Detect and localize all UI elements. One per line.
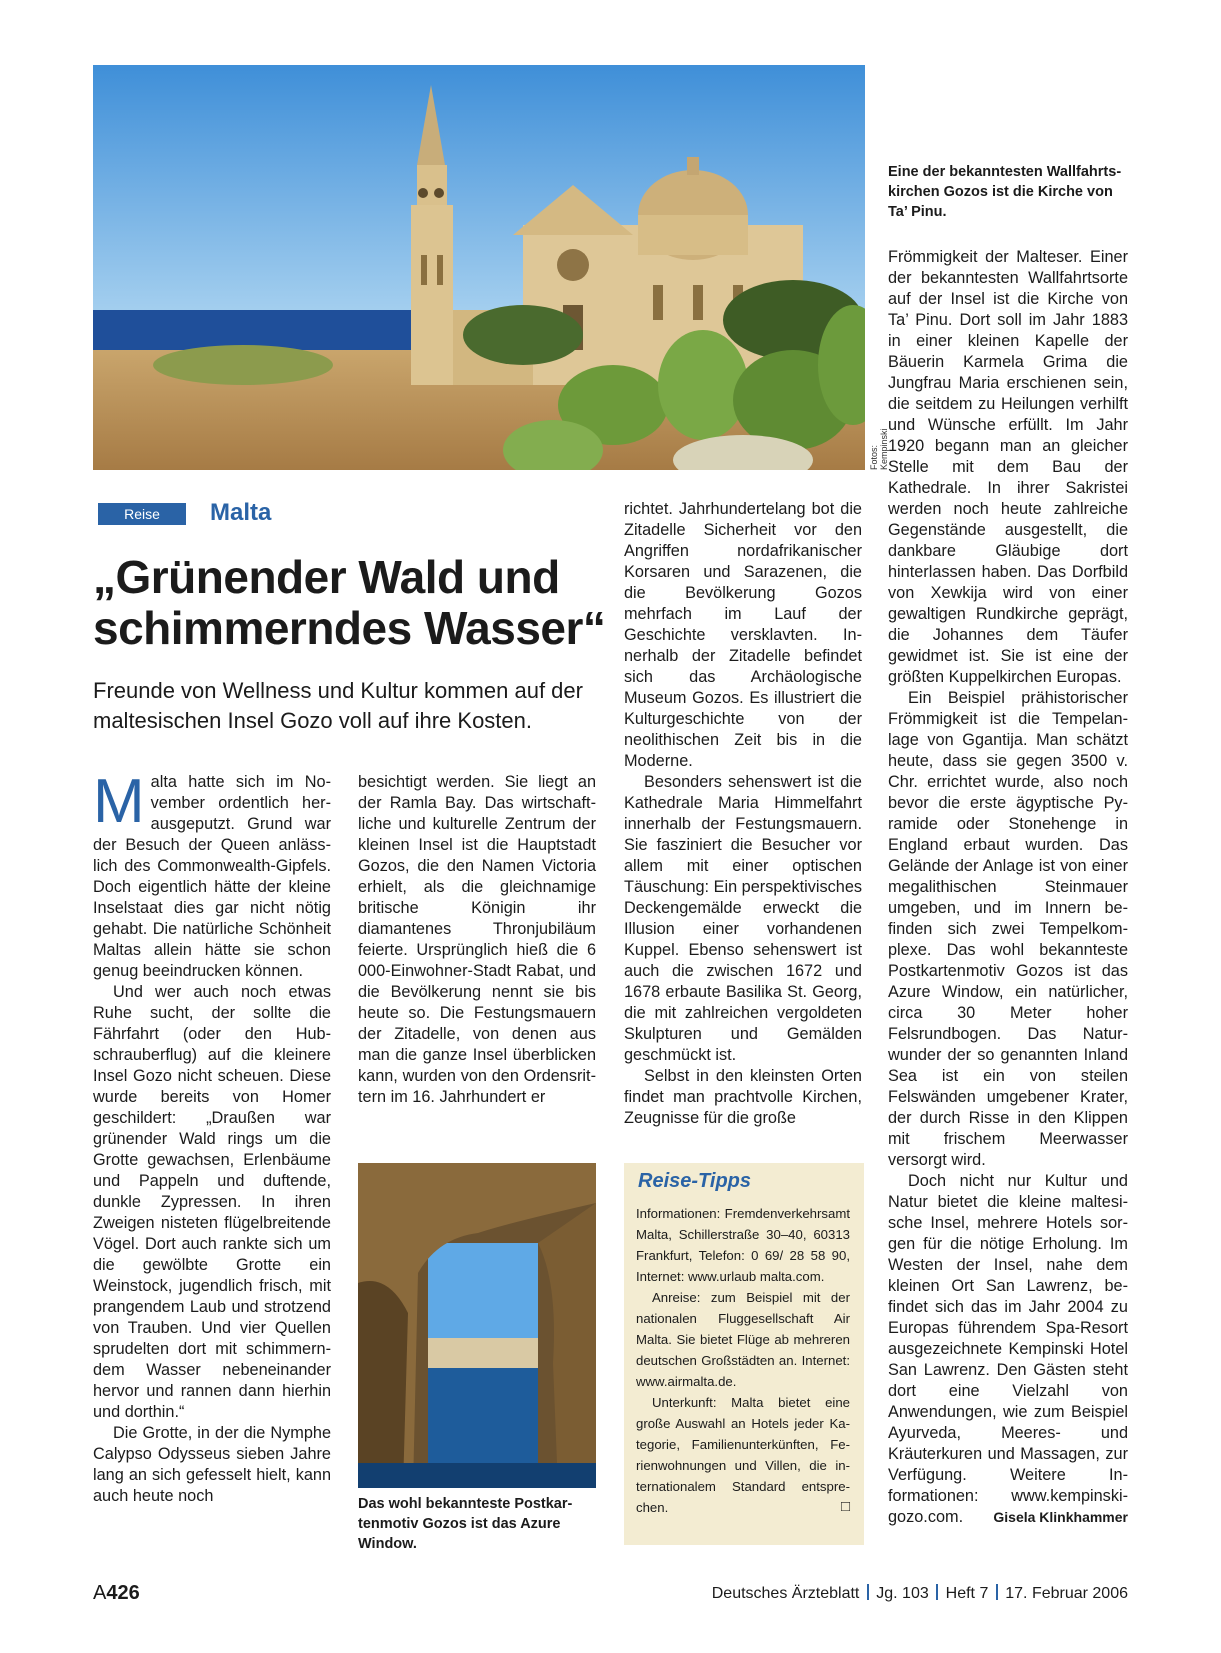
col4-paragraph-2: Ein Beispiel prähistorischer Frömmigkeit ist die Tempelanlage von Ggantija. Man schätzt heute, dass sie gegen 3500 v. Chr. errichtet wurde, also noch bevor die erste ägyptische Pyramide oder Stonehenge in England erbaut wurden. Das Gelände der Anlage ist von einer megalithischen Steinmauer umgeben, und im Innern befinden sich zwei Tempelkomplexe. Das wohl bekannteste Postkartenmotiv Gozos ist das Azure Window, ein natürlicher, circa 30 Meter hoher Felsrundbogen. Das Naturwunder der so genannten Inland Sea ist ein von steilen Felswänden umgebener Krater, der durch Risse in den Klippen mit frischem Meerwasser versorgt wird. <box>888 689 1128 1169</box>
page-number-value: 426 <box>106 1582 140 1604</box>
column-4 <box>888 247 1128 1528</box>
church-photo <box>93 65 865 470</box>
headline: „Grünender Wald und schimmerndes Wasser“ <box>93 551 606 654</box>
tips-arrival: Anreise: zum Beispiel mit der nationalen Fluggesellschaft Air Malta. Sie bietet Flüge ab mehreren deutschen Großstädten an. Internet: www.airmalta.de. <box>636 1290 850 1389</box>
church-illustration <box>93 65 865 470</box>
col1-paragraph-2: Und wer auch noch etwas Ruhe sucht, der sollte die Fährfahrt (oder den Hubschrauberflug) auf die kleinere Insel Gozo nicht scheuen. Diese wurde bereits von Homer geschildert: „Draußen war grünender Wald rings um die Grotte gewachsen, Erlenbäume und Pappeln und duftende, dunkle Zypressen. In ihren Zweigen nisteten flügelbreitende Vögel. Dort auch rankte sich um die gewölbte Grotte ein Weinstock, jugendlich frisch, mit prangendem Laub und strotzend von Trauben. Und vier Quellen sprudelten dort mit schimmerndem Wasser nebeneinander hervor und rannen dann hierhin und dorthin.“ <box>93 983 331 1421</box>
dropcap: M <box>93 767 145 836</box>
tips-box <box>624 1163 864 1545</box>
journal-issue: Heft 7 <box>945 1585 989 1602</box>
tips-accommodation: Unterkunft: Malta bietet eine große Auswahl an Hotels jeder Kategorie, Familienunterkünften, Ferienwohnungen und Villen, die internationalem Standard entsprechen. <box>636 1395 850 1515</box>
column-2 <box>358 772 596 1108</box>
col1-paragraph-1-text: alta hatte sich im November ordentlich herausgeputzt. Grund war der Besuch der Queen anlässlich des Commonwealth-Gipfels. Doch eigentlich hätte der kleine Inselstaat dies gar nicht nötig gehabt. Die natürliche Schönheit Maltas allein hätte sie schon genug beeindrucken können. <box>93 773 331 980</box>
azure-window-photo <box>358 1163 596 1488</box>
azure-window-illustration <box>358 1163 596 1488</box>
col3-paragraph-1: richtet. Jahrhundertelang bot die Zitadelle Sicherheit vor den Angriffen nordafrikanischer Korsaren und Sarazenen, die die Bevölkerung Gozos mehrfach im Lauf der Geschichte versklavten. Innerhalb der Zitadelle befindet sich das Archäologische Museum Gozos. Es illustriert die Kulturgeschichte von der neolithischen Zeit bis in die Moderne. <box>624 500 862 770</box>
topic-label: Malta <box>210 499 272 526</box>
col1-paragraph-1 <box>93 767 331 982</box>
col3-paragraph-2: Besonders sehenswert ist die Kathedrale Maria Himmelfahrt innerhalb der Festungsmauern. Sie fasziniert die Besucher vor allem mit einer optischen Täuschung: Ein perspektivisches Deckengemälde erweckt die Illusion einer vorhandenen Kuppel. Ebenso sehenswert ist auch die zwischen 1672 und 1678 erbaute Basilika St. Georg, die mit zahlreichen vergoldeten Skulpturen und Gemälden geschmückt ist. <box>624 773 863 1064</box>
page-prefix: A <box>93 1582 107 1604</box>
tips-title: Reise-Tipps <box>638 1170 751 1192</box>
journal-volume: Jg. 103 <box>876 1585 929 1602</box>
footer-separator <box>867 1584 869 1600</box>
section-tag <box>98 503 186 525</box>
tips-information: Informationen: Fremdenverkehrsamt Malta, Schillerstraße 30–40, 60313 Frankfurt, Telefon: 0 69/ 28 58 90, Internet: www.urlaub malta.com. <box>636 1206 850 1284</box>
end-mark: □ <box>840 1498 850 1515</box>
col1-paragraph-3: Die Grotte, in der die Nymphe Calypso Odysseus sieben Jahre lang an sich gefesselt hielt, kann auch heute noch <box>93 1424 331 1505</box>
col4-paragraph-3 <box>888 1171 1128 1528</box>
tips-text <box>636 1203 850 1518</box>
top-photo-caption: Eine der bekanntesten Wallfahrtskirchen Gozos ist die Kirche von Ta’ Pinu. <box>888 164 1122 220</box>
standfirst: Freunde von Wellness und Kultur kommen auf der maltesischen Insel Gozo voll auf ihre Kosten. <box>93 678 583 733</box>
footer-separator <box>936 1584 938 1600</box>
journal-name: Deutsches Ärzteblatt <box>711 1585 860 1602</box>
photo-credit: Fotos: Kempinski <box>869 428 889 470</box>
col3-paragraph-3: Selbst in den kleinsten Orten findet man prachtvolle Kirchen, Zeugnisse für die große <box>624 1067 862 1127</box>
page-number <box>93 1582 140 1605</box>
journal-date: 17. Februar 2006 <box>1005 1585 1128 1602</box>
column-1 <box>93 767 331 1507</box>
col4-paragraph-3-text: Doch nicht nur Kultur und Natur bietet die kleine maltesische Insel, mehrere Hotels sorgen für die nötige Erholung. Im Westen der Insel, nahe dem kleinen Ort San Lawrenz, befindet sich das im Jahr 2004 zu Europas führendem Spa-Resort ausgezeichnete Kempinski Hotel San Lawrenz. Den Gästen steht dort eine Vielzahl von Anwendungen, wie zum Beispiel Ayurveda, Meeres- und Kräuterkuren und Massagen, zur Verfügung. Weitere Informationen: www.kempinski-gozo.com. <box>888 1172 1128 1526</box>
footer-separator <box>996 1584 998 1600</box>
bottom-photo-caption: Das wohl bekannteste Postkartenmotiv Gozos ist das Azure Window. <box>358 1496 573 1552</box>
author: Gisela Klinkhammer <box>993 1509 1128 1525</box>
footer-journal-line <box>712 1584 1128 1603</box>
section-tag-label: Reise <box>124 506 160 522</box>
col2-paragraph-1: besichtigt werden. Sie liegt an der Ramla Bay. Das wirtschaftliche und kulturelle Zentrum der kleinen Insel ist die Hauptstadt Gozos, die den Namen Victoria erhielt, als die gleichnamige britische Königin ihr diamantenes Thronjubiläum feierte. Ursprünglich hieß die 6 000-Einwohner-Stadt Rabat, und die Bevölkerung nennt sie bis heute so. Die Festungsmauern der Zitadelle, von denen aus man die ganze Insel überblicken kann, wurden von den Ordensrittern im 16. Jahrhundert er <box>358 773 596 1106</box>
col4-paragraph-1: Frömmigkeit der Malteser. Einer der bekanntesten Wallfahrtsorte auf der Insel ist die Kirche von Ta’ Pinu. Dort soll im Jahr 1883 in einer kleinen Kapelle der Bäuerin Karmela Grima die Jungfrau Maria erschienen sein, die seitdem zu Heilungen verhilft und Wünsche erfüllt. Im Jahr 1920 begann man an gleicher Stelle mit dem Bau der Kathedrale. In ihrer Sakristei werden noch heute zahlreiche Gegenstände ausgestellt, die dankbare Gläubige dort hinterlassen haben. Das Dorfbild von Xewkija wird von einer gewaltigen Rundkirche geprägt, die Johannes dem Täufer gewidmet ist. Sie ist eine der größten Kuppelkirchen Europas. <box>888 248 1128 686</box>
column-3 <box>624 499 862 1129</box>
